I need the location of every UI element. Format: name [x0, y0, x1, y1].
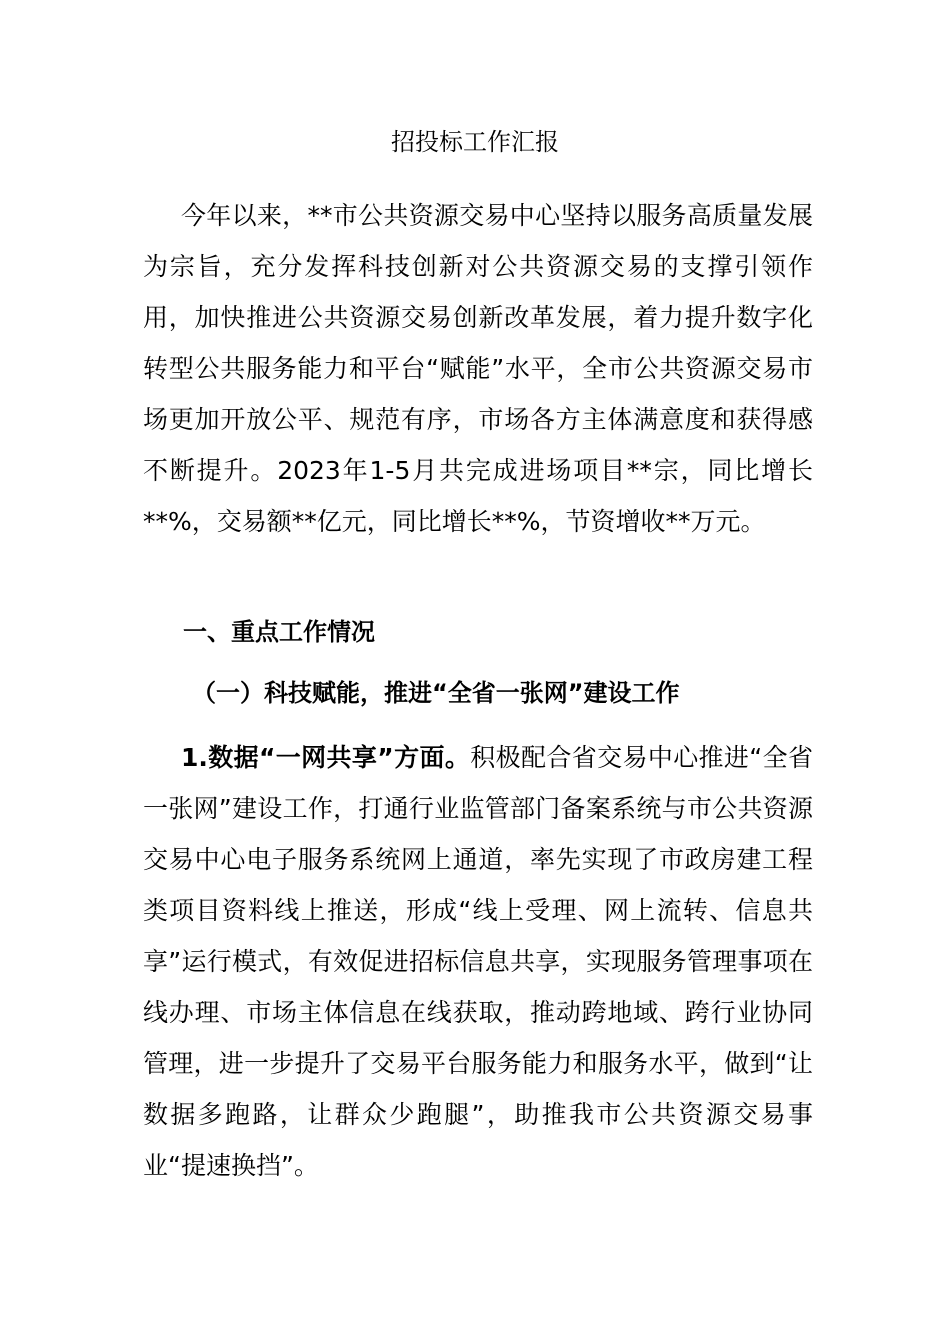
intro-paragraph: 今年以来，**市公共资源交易中心坚持以服务高质量发展为宗旨，充分发挥科技创新对公共资源交易的支撑引领作用，加快推进公共资源交易创新改革发展，着力提升数字化转型公共服务能力和平台“赋能”水平，全市公共资源交易市场更加开放公平、规范有序，市场各方主体满意度和获得感不断提升。2023年1-5月共完成进场项目**宗，同比增长**%，交易额**亿元，同比增长**%，节资增收**万元。	[143, 201, 813, 536]
item-lead: 1.数据“一网共享”方面。	[181, 743, 471, 772]
item-text: 积极配合省交易中心推进“全省一张网”建设工作，打通行业监管部门备案系统与市公共资源交易中心电子服务系统网上通道，率先实现了市政房建工程类项目资料线上推送，形成“线上受理、网上流转、信息共享”运行模式，有效促进招标信息共享，实现服务管理事项在线办理、市场主体信息在线获取，推动跨地域、跨行业协同管理，进一步提升了交易平台服务能力和服务水平，做到“让数据多跑路，让群众少跑腿”，助推我市公共资源交易事业“提速换挡”。	[143, 743, 813, 1180]
section-heading: 一、重点工作情况	[183, 618, 375, 646]
document-title: 招投标工作汇报	[391, 128, 559, 156]
subsection-heading: （一）科技赋能，推进“全省一张网”建设工作	[192, 679, 680, 707]
item-paragraph	[143, 732, 813, 1191]
